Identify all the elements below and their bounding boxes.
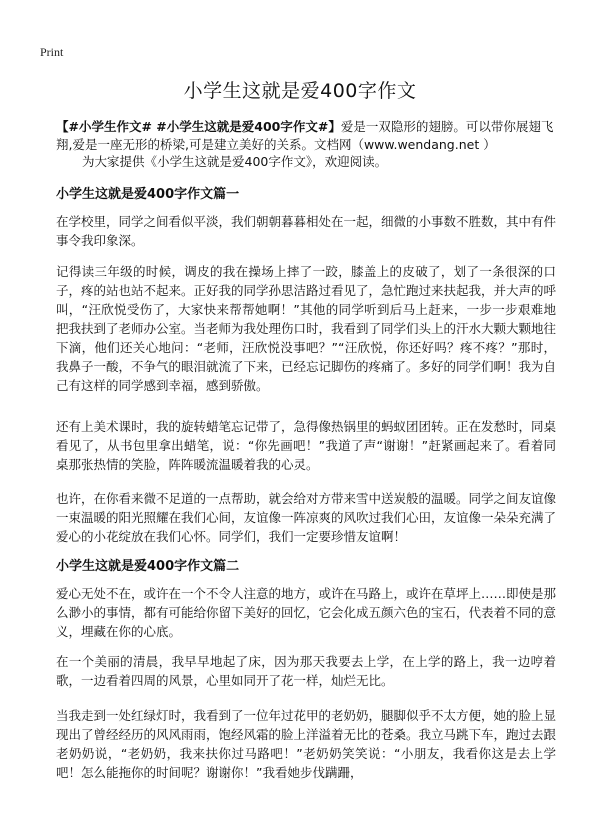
- intro-text-line1: 爱是一双隐形的翅膀。可以带你展翅飞翔,爱是一座无形的桥梁,可是建立美好的关系。文档网（www.wendang.net ）: [56, 119, 554, 152]
- section-heading-2: 小学生这就是爱400字作文篇二: [56, 559, 240, 574]
- intro-tag: 【#小学生作文# #小学生这就是爱400字作文#】: [56, 119, 341, 134]
- print-label[interactable]: Print: [40, 45, 64, 59]
- section1-paragraph-4: 也许，在你看来微不足道的一点帮助，就会给对方带来雪中送炭般的温暖。同学之间友谊像一束温暖的阳光照耀在我们心间，友谊像一阵凉爽的风吹过我们心田，友谊像一朵朵充满了爱心的小花绽放在我们心怀。同学们，我们一定要珍惜友谊啊！: [56, 491, 557, 544]
- section1-paragraph-2: 记得读三年级的时候，调皮的我在操场上摔了一跤，膝盖上的皮破了，划了一条很深的口子，疼的站也站不起来。正好我的同学孙思洁路过看见了，急忙跑过来扶起我，并大声的呼叫，“汪欣悦受伤了，大家快来帮帮她啊！”其他的同学听到后马上赶来，一步一步艰难地把我扶到了老师办公室。当老师为我处理伤口时，我看到了同学们头上的汗水大颗大颗地往下滴，他们还关心地问：“老师，汪欣悦没事吧？”“汪欣悦，你还好吗？疼不疼？”那时，我鼻子一酸，不争气的眼泪就流了下来，已经忘记脚伤的疼痛了。多好的同学们啊！我为自己有这样的同学感到幸福，感到骄傲。: [56, 264, 557, 393]
- intro-paragraph: [56, 118, 556, 171]
- intro-text-line2: 为大家提供《小学生这就是爱400字作文》，欢迎阅读。: [82, 154, 388, 169]
- section1-paragraph-1: 在学校里，同学之间看似平淡，我们朝朝暮暮相处在一起，细微的小事数不胜数，其中有件事令我印象深。: [56, 214, 557, 248]
- section2-paragraph-3: 当我走到一处红绿灯时，我看到了一位年过花甲的老奶奶，腿脚似乎不太方便，她的脸上显现出了曾经经历的风风雨雨，饱经风霜的脸上洋溢着无比的苍桑。我立马跳下车，跑过去跟老奶奶说，“老奶奶，我来扶你过马路吧！”老奶奶笑笑说：“小朋友，我看你这是去上学吧！怎么能拖你的时间呢？谢谢你！”我看她步伐蹒跚，: [56, 708, 557, 780]
- section2-paragraph-1: 爱心无处不在，或许在一个不令人注意的地方，或许在马路上，或许在草坪上……即使是那么渺小的事情，都有可能给你留下美好的回忆，它会化成五颜六色的宝石，代表着不同的意义，埋藏在你的心底。: [56, 586, 557, 639]
- section1-paragraph-3: 还有上美术课时，我的旋转蜡笔忘记带了，急得像热锅里的蚂蚁团团转。正在发愁时，同桌看见了，从书包里拿出蜡笔，说：“你先画吧！”我道了声“谢谢！”赶紧画起来了。看着同桌那张热情的笑脸，阵阵暖流温暖着我的心灵。: [56, 419, 557, 472]
- page-title: 小学生这就是爱400字作文: [183, 80, 417, 102]
- section-heading-1: 小学生这就是爱400字作文篇一: [56, 187, 240, 202]
- section2-paragraph-2: 在一个美丽的清晨，我早早地起了床，因为那天我要去上学，在上学的路上，我一边哼着歌，一边看着四周的风景，心里如同开了花一样，灿烂无比。: [56, 654, 556, 688]
